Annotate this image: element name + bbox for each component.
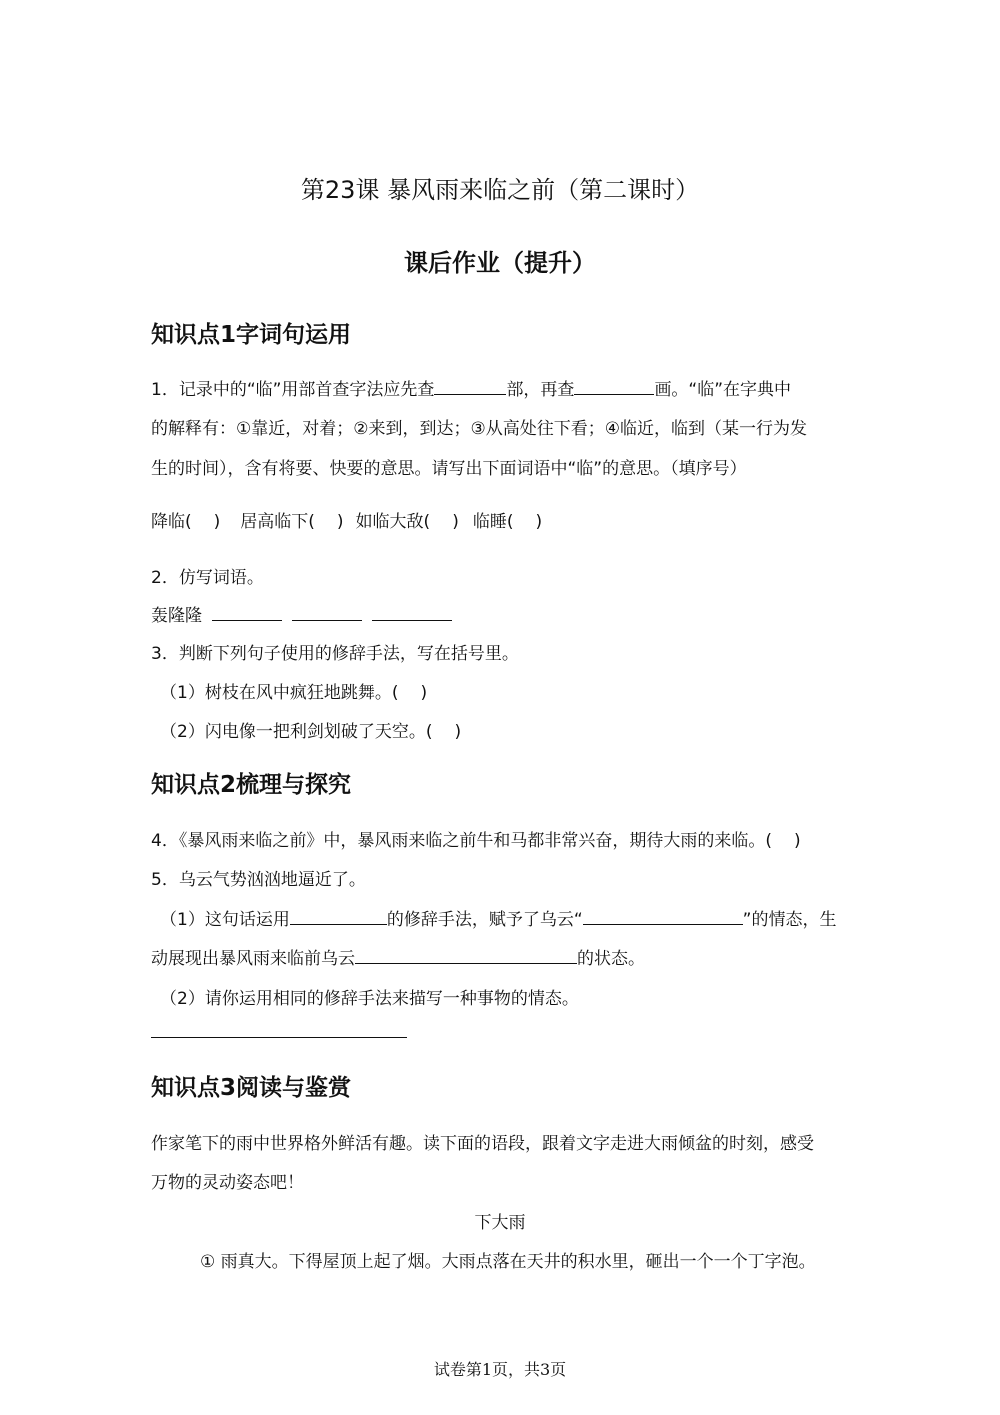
word-3: 如临大敌( — [355, 512, 431, 532]
document-title: 第23课 暴风雨来临之前（第二课时） — [300, 176, 700, 204]
passage-paragraph-1: ① 雨真大。下得屋顶上起了烟。大雨点落在天井的积水里，砸出一个一个丁字泡。 — [200, 1252, 816, 1272]
q3-2-text: （2）闪电像一把利剑划破了天空。( — [160, 722, 433, 742]
rhetoric-blank[interactable] — [290, 907, 387, 925]
question-1-words — [151, 507, 542, 532]
q2-example-word: 轰隆隆 — [151, 606, 202, 626]
question-1-line-3: 生的时间），含有将要、快要的意思。请写出下面词语中“临”的意思。（填序号） — [151, 459, 747, 479]
imitate-word-blank-3[interactable] — [372, 603, 452, 621]
word-3-close: ) — [452, 512, 459, 532]
q3-1-close: ) — [420, 683, 428, 703]
passage-title: 下大雨 — [474, 1213, 526, 1233]
question-1-line-1 — [151, 375, 791, 400]
q5-1-text-a: （1）这句话运用 — [160, 910, 290, 930]
q5-1-line2-text-b: 的状态。 — [577, 949, 645, 969]
q1-text-c: 画。“临”在字典中 — [654, 380, 792, 400]
question-2-title: 2．仿写词语。 — [151, 568, 264, 588]
question-1-line-2: 的解释有：①靠近，对着；②来到，到达；③从高处往下看；④临近，临到（某一行为发 — [151, 419, 807, 439]
document-subtitle: 课后作业（提升） — [404, 249, 596, 277]
imitate-word-blank-2[interactable] — [292, 603, 362, 621]
cloud-state-blank[interactable] — [355, 946, 577, 964]
question-2-row — [151, 601, 452, 626]
answer-line[interactable] — [151, 1037, 407, 1038]
section-3-heading: 知识点3阅读与鉴赏 — [151, 1075, 352, 1101]
word-4: 临睡( — [472, 512, 514, 532]
word-4-close: ) — [535, 512, 543, 532]
reading-intro-line-2: 万物的灵动姿态吧！ — [151, 1173, 304, 1193]
reading-intro-line-1: 作家笔下的雨中世界格外鲜活有趣。读下面的语段，跟着文字走进大雨倾盆的时刻，感受 — [151, 1134, 814, 1154]
q5-1-text-c: ”的情态，生 — [742, 910, 837, 930]
question-3-title: 3．判断下列句子使用的修辞手法，写在括号里。 — [151, 644, 519, 664]
question-4 — [151, 826, 801, 851]
q5-1-line2-text-a: 动展现出暴风雨来临前乌云 — [151, 949, 355, 969]
question-5-item-1-line-1 — [160, 905, 836, 930]
q3-2-close: ) — [454, 722, 462, 742]
section-2-heading: 知识点2梳理与探究 — [151, 772, 352, 798]
word-1-close: ) — [213, 512, 221, 532]
q5-1-text-b: 的修辞手法，赋予了乌云“ — [386, 910, 583, 930]
word-1: 降临( — [151, 512, 192, 532]
question-5-item-2: （2）请你运用相同的修辞手法来描写一种事物的情态。 — [160, 989, 579, 1009]
word-2-close: ) — [336, 512, 344, 532]
question-5-item-1-line-2 — [151, 944, 645, 969]
imitate-word-blank-1[interactable] — [212, 603, 282, 621]
radical-blank[interactable] — [434, 377, 506, 395]
question-3-item-2 — [160, 717, 461, 742]
q3-1-text: （1）树枝在风中疯狂地跳舞。( — [160, 683, 399, 703]
question-5-title: 5．乌云气势汹汹地逼近了。 — [151, 870, 366, 890]
question-3-item-1 — [160, 678, 427, 703]
stroke-count-blank[interactable] — [574, 377, 654, 395]
section-1-heading: 知识点1字词句运用 — [151, 322, 352, 348]
q1-text-b: 部，再查 — [506, 380, 575, 400]
word-2: 居高临下( — [240, 512, 315, 532]
manner-blank[interactable] — [583, 907, 743, 925]
page-footer: 试卷第1页，共3页 — [433, 1360, 567, 1379]
q4-text: 4．《暴风雨来临之前》中，暴风雨来临之前牛和马都非常兴奋，期待大雨的来临。( — [151, 831, 772, 851]
q4-close: ) — [793, 831, 801, 851]
q1-text-a: 1．记录中的“临”用部首查字法应先查 — [151, 380, 435, 400]
